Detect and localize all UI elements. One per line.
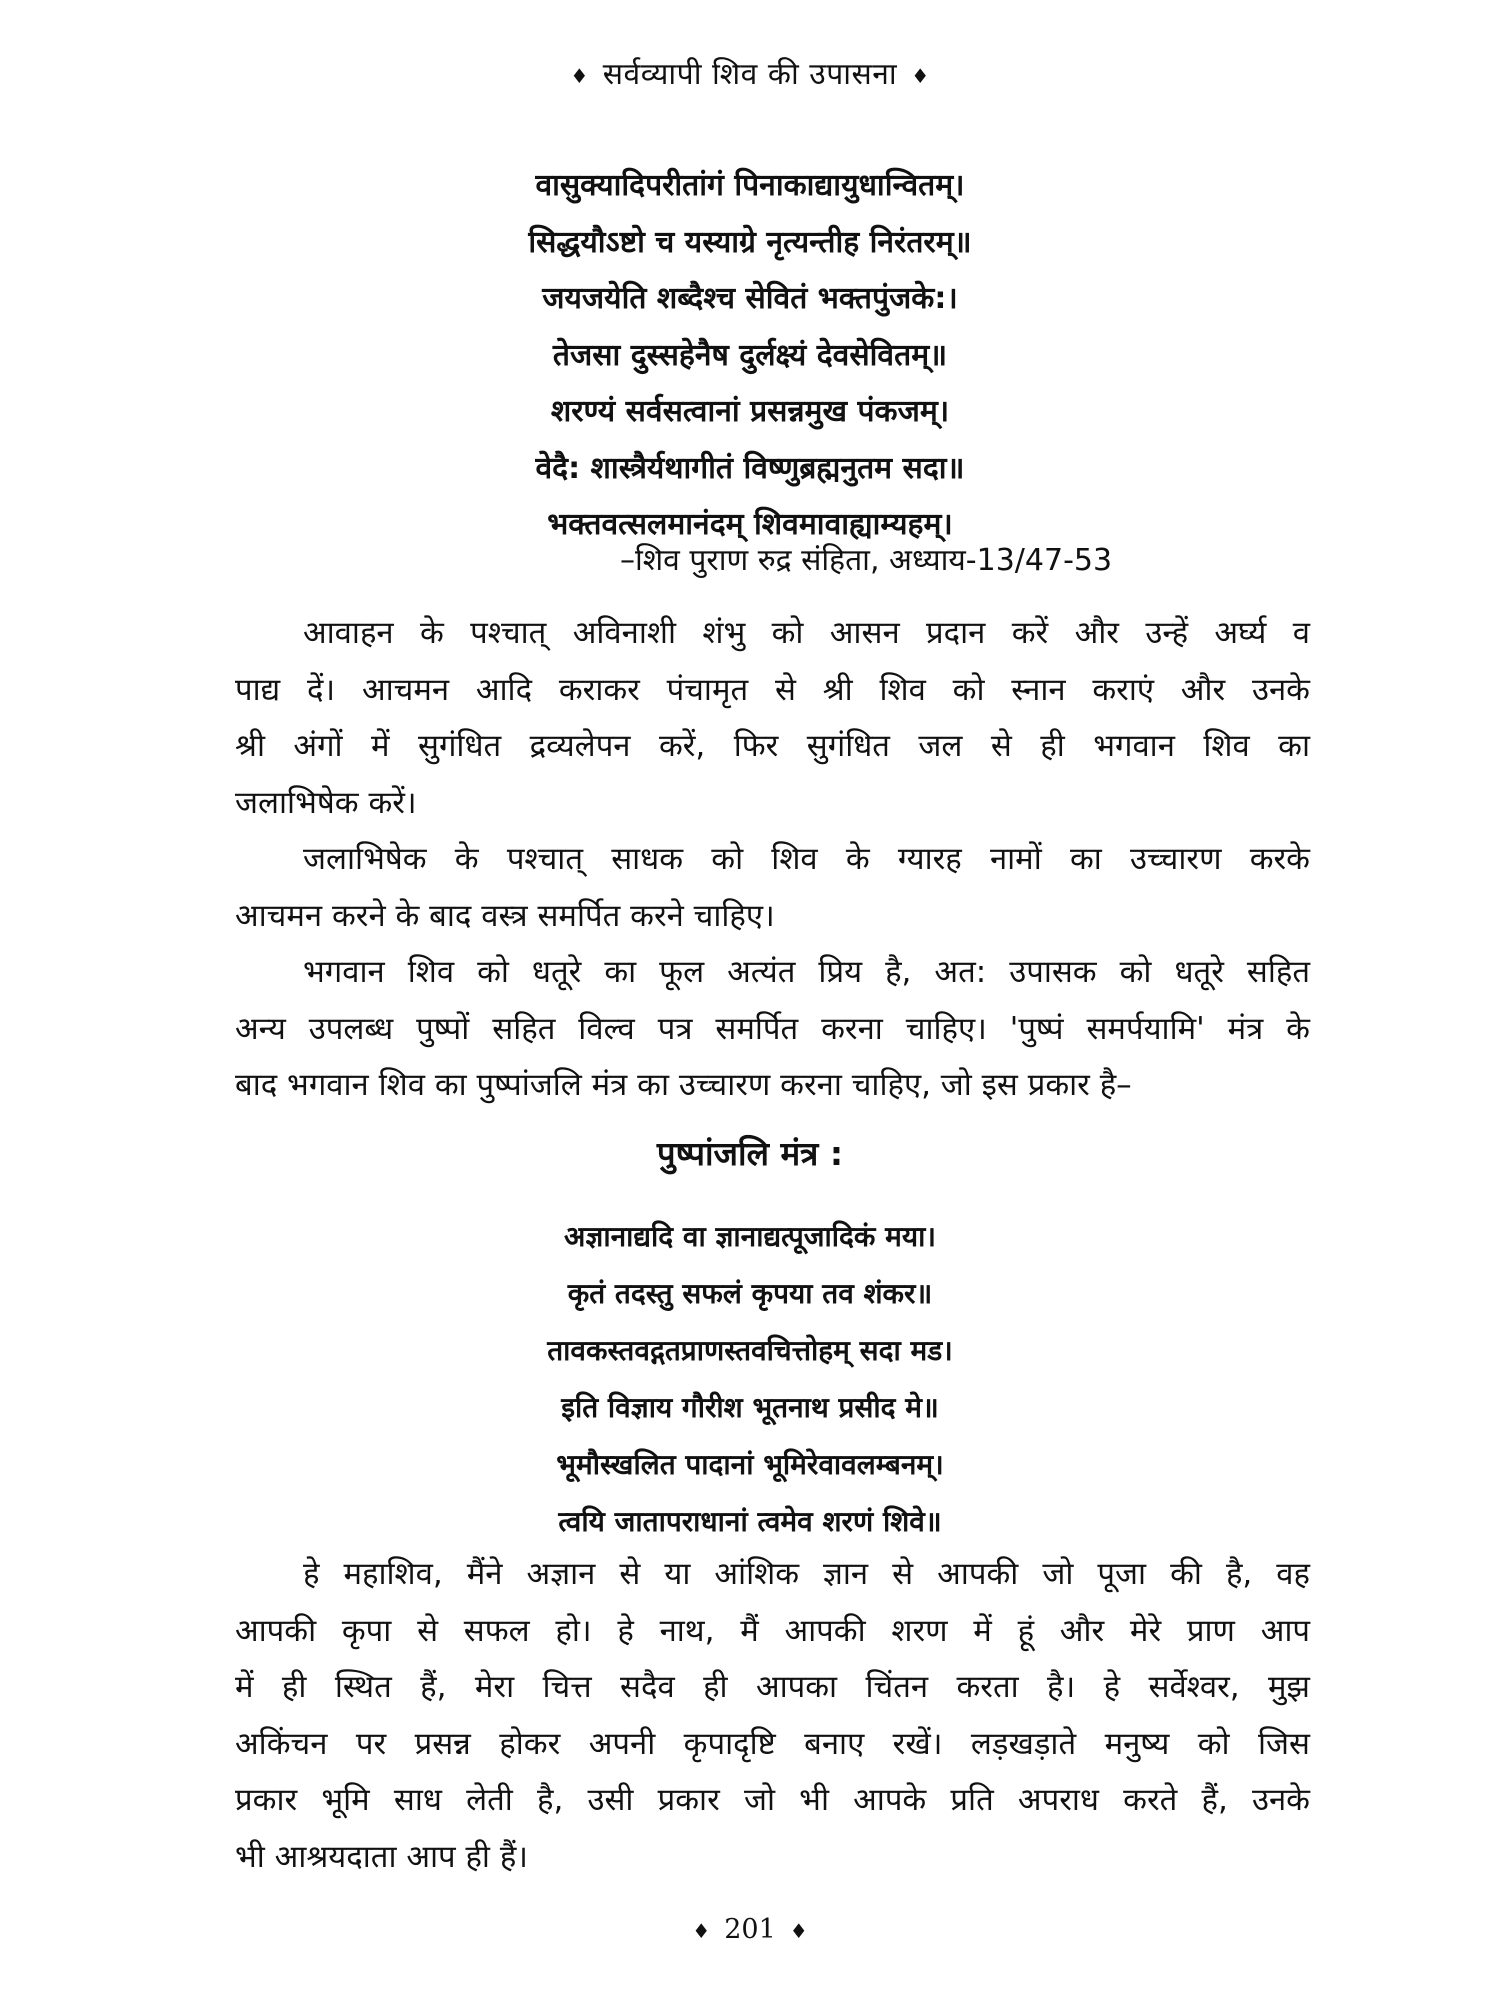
diamond-ornament-icon: ♦ bbox=[911, 63, 930, 88]
running-header-title: सर्वव्यापी शिव की उपासना bbox=[602, 57, 898, 92]
paragraph-line: जलाभिषेक के पश्चात् साधक को शिव के ग्यारह नामों का उच्चारण करके bbox=[303, 841, 1310, 877]
verse-citation: –शिव पुराण रुद्र संहिता, अध्याय-13/47-53 bbox=[620, 543, 1113, 578]
paragraph-line: भी आश्रयदाता आप ही हैं। bbox=[235, 1838, 529, 1875]
pushpanjali-verses bbox=[0, 1208, 1500, 1550]
verse-line: वेदै: शास्त्रैर्यथागीतं विष्णुब्रह्मनुतम सदा॥ bbox=[535, 450, 965, 486]
paragraph-avahan bbox=[235, 605, 1310, 831]
verse-line: तेजसा दुस्सहेनैष दुर्लक्ष्यं देवसेवितम्॥ bbox=[552, 337, 948, 373]
paragraph-line: प्रकार भूमि साध लेती है, उसी प्रकार जो भी आपके प्रति अपराध करते हैं, उनके bbox=[235, 1782, 1310, 1818]
shiva-avahan-verses bbox=[0, 158, 1500, 554]
paragraph-line: श्री अंगों में सुगंधित द्रव्यलेपन करें, फिर सुगंधित जल से ही भगवान शिव का bbox=[235, 728, 1310, 764]
paragraph-dhatura bbox=[235, 944, 1310, 1114]
verse-line: अज्ञानाद्यदि वा ज्ञानाद्यत्पूजादिकं मया। bbox=[564, 1220, 936, 1253]
paragraph-line: आचमन करने के बाद वस्त्र समर्पित करने चाहिए। bbox=[235, 897, 775, 934]
verse-line: कृतं तदस्तु सफलं कृपया तव शंकर॥ bbox=[567, 1277, 933, 1310]
verse-line: तावकस्तवद्गतप्राणस्तवचित्तोहम् सदा मड। bbox=[547, 1334, 953, 1367]
verse-line: वासुक्यादिपरीतांगं पिनाकाद्यायुधान्वितम्। bbox=[535, 168, 965, 203]
verse-line: सिद्धयौऽष्टो च यस्याग्रे नृत्यन्तीह निरंतरम्॥ bbox=[528, 224, 972, 260]
page-number: 201 bbox=[724, 1914, 776, 1945]
diamond-ornament-icon: ♦ bbox=[789, 1918, 808, 1943]
verse-line: शरण्यं सर्वसत्वानां प्रसन्नमुख पंकजम्। bbox=[550, 394, 950, 429]
paragraph-line: पाद्य दें। आचमन आदि कराकर पंचामृत से श्री शिव को स्नान कराएं और उनके bbox=[235, 671, 1310, 708]
paragraph-line: बाद भगवान शिव का पुष्पांजलि मंत्र का उच्चारण करना चाहिए, जो इस प्रकार है– bbox=[235, 1067, 1132, 1103]
verse-line: भूमौस्खलित पादानां भूमिरेवावलम्बनम्। bbox=[556, 1448, 944, 1481]
verse-line: जयजयेति शब्दैश्च सेवितं भक्तपुंजके:। bbox=[542, 281, 958, 316]
page-footer bbox=[0, 1914, 1500, 1945]
paragraph-line: अन्य उपलब्ध पुष्पों सहित विल्व पत्र समर्पित करना चाहिए। 'पुष्पं समर्पयामि' मंत्र के bbox=[235, 1010, 1310, 1047]
paragraph-line: अकिंचन पर प्रसन्न होकर अपनी कृपादृष्टि बनाए रखें। लड़खड़ाते मनुष्य को जिस bbox=[235, 1725, 1310, 1762]
paragraph-line: भगवान शिव को धतूरे का फूल अत्यंत प्रिय है, अत: उपासक को धतूरे सहित bbox=[303, 954, 1310, 990]
running-header bbox=[0, 52, 1500, 93]
paragraph-jalabhishek bbox=[235, 831, 1310, 944]
paragraph-line: आवाहन के पश्चात् अविनाशी शंभु को आसन प्रदान करें और उन्हें अर्घ्य व bbox=[303, 615, 1310, 651]
paragraph-closing bbox=[235, 1546, 1310, 1885]
verse-line: इति विज्ञाय गौरीश भूतनाथ प्रसीद मे॥ bbox=[561, 1391, 939, 1424]
verse-line: त्वयि जातापराधानां त्वमेव शरणं शिवे॥ bbox=[558, 1505, 942, 1538]
paragraph-line: हे महाशिव, मैंने अज्ञान से या आंशिक ज्ञान से आपकी जो पूजा की है, वह bbox=[303, 1556, 1310, 1592]
paragraph-line: जलाभिषेक करें। bbox=[235, 784, 417, 821]
diamond-ornament-icon: ♦ bbox=[692, 1918, 711, 1943]
verse-line: भक्तवत्सलमानंदम् शिवमावाह्याम्यहम्। bbox=[547, 507, 953, 542]
paragraph-line: आपकी कृपा से सफल हो। हे नाथ, मैं आपकी शरण में हूं और मेरे प्राण आप bbox=[235, 1612, 1310, 1649]
paragraph-line: में ही स्थित हैं, मेरा चित्त सदैव ही आपका चिंतन करता है। हे सर्वेश्वर, मुझ bbox=[235, 1669, 1310, 1705]
section-heading-pushpanjali: पुष्पांजलि मंत्र : bbox=[656, 1134, 844, 1173]
diamond-ornament-icon: ♦ bbox=[570, 63, 589, 88]
